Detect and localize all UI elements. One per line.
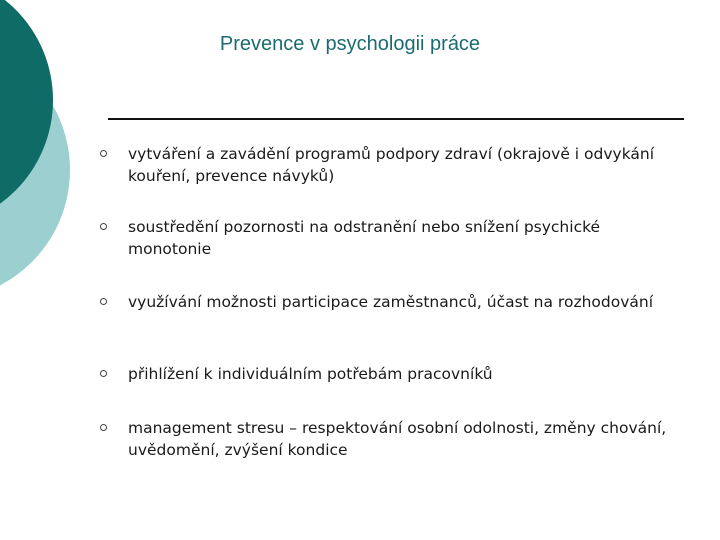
bullet-text: management stresu – respektování osobní odolnosti, změny chování, uvědomění, zvýšení kondice: [128, 419, 667, 459]
title-divider: [108, 118, 684, 120]
bullet-ring-icon: [100, 424, 107, 431]
slide-title: Prevence v psychologii práce: [219, 33, 481, 55]
bullet-text: soustředění pozornosti na odstranění nebo snížení psychické monotonie: [128, 218, 601, 258]
bullet-ring-icon: [100, 298, 107, 305]
bullet-ring-icon: [100, 223, 107, 230]
bullet-ring-icon: [100, 150, 107, 157]
bullet-text: přihlížení k individuálním potřebám pracovníků: [128, 365, 493, 383]
bullet-ring-icon: [100, 370, 107, 377]
decorative-circles: [0, 0, 80, 290]
bullet-text: vytváření a zavádění programů podpory zdraví (okrajově i odvykání kouření, prevence návyků): [128, 145, 655, 185]
bullet-text: využívání možnosti participace zaměstnanců, účast na rozhodování: [128, 293, 654, 311]
